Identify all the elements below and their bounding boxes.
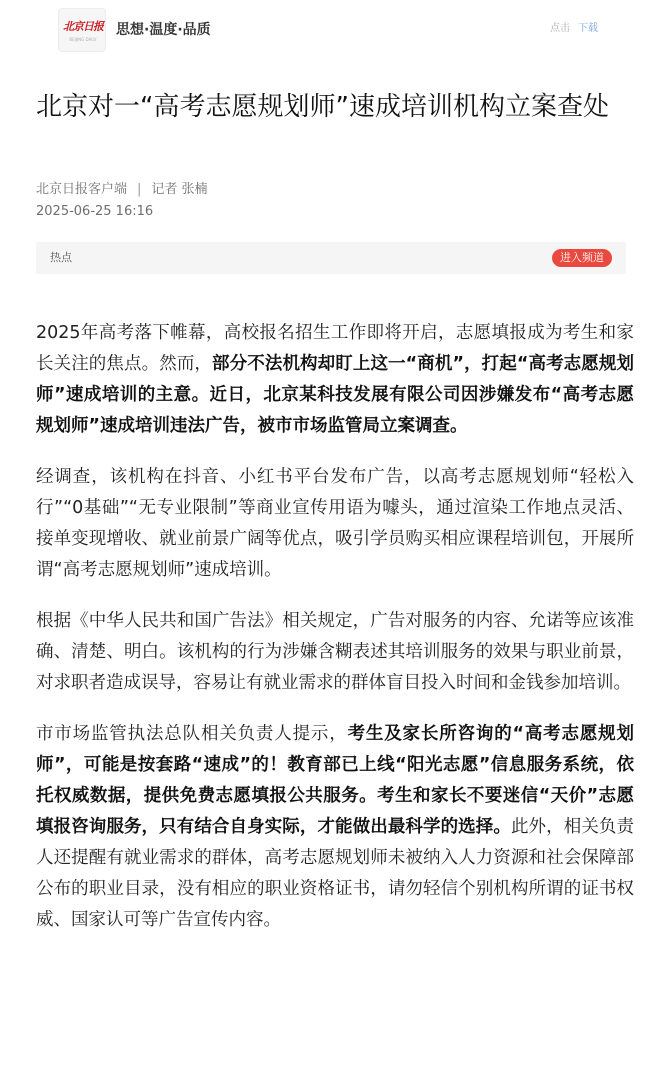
article-datetime: 2025-06-25 16:16 [36, 204, 154, 219]
paragraph-4-tail: 此外，相关负责人还提醒有就业需求的群体，高考志愿规划师未被纳入人力资源和社会保障部公布的职业目录，没有相应的职业资格证书，请勿轻信个别机构所谓的证书权威、国家认可等广告宣传内容。 [36, 817, 634, 930]
channel-label: 热点 [50, 251, 72, 264]
paragraph-2: 经调查，该机构在抖音、小红书平台发布广告，以高考志愿规划师“轻松入行”“0基础”“无专业限制”等商业宣传用语为噱头，通过渲染工作地点灵活、接单变现增收、就业前景广阔等优点，吸引学员购买相应课程培训包，开展所谓“高考志愿规划师”速成培训。 [36, 467, 634, 580]
logo-wordmark: 北京日报 [63, 20, 103, 33]
enter-channel-button[interactable]: 进入频道 [552, 249, 612, 267]
article-reporter: 记者 张楠 [151, 182, 208, 197]
paragraph-1-bold: 部分不法机构却盯上这一“商机”，打起“高考志愿规划师”速成培训的主意。近日，北京某科技发展有限公司因涉嫌发布“高考志愿规划师”速成培训违法广告，被市市场监管局立案调查。 [36, 354, 634, 436]
top-bar [0, 0, 666, 62]
paragraph-4 [36, 719, 634, 936]
brand-slogan: 思想·温度·品质 [116, 22, 211, 38]
article-source: 北京日报客户端 [36, 182, 128, 197]
download-link[interactable]: 下载 [578, 23, 598, 34]
download-prompt[interactable] [550, 21, 598, 37]
article-body [36, 318, 634, 956]
paragraph-4-bold: 考生及家长所咨询的“高考志愿规划师”，可能是按套路“速成”的！教育部已上线“阳光志愿”信息服务系统，依托权威数据，提供免费志愿填报公共服务。考生和家长不要迷信“天价”志愿填报咨询服务，只有结合自身实际，才能做出最科学的选择。 [36, 724, 634, 837]
paragraph-1 [36, 318, 634, 442]
paragraph-1-text: 2025年高考落下帷幕，高校报名招生工作即将开启，志愿填报成为考生和家长关注的焦点。然而， [36, 323, 634, 374]
beijing-daily-logo[interactable] [58, 8, 106, 52]
paragraph-4-text: 市市场监管执法总队相关负责人提示， [36, 724, 348, 744]
channel-bar [36, 242, 626, 274]
logo-subtext: BEIJING DAILY [69, 37, 97, 42]
download-hint: 点击 [550, 23, 570, 34]
article-byline [36, 180, 208, 200]
paragraph-3: 根据《中华人民共和国广告法》相关规定，广告对服务的内容、允诺等应该准确、清楚、明白。该机构的行为涉嫌含糊表述其培训服务的效果与职业前景，对求职者造成误导，容易让有就业需求的群体盲目投入时间和金钱参加培训。 [36, 611, 634, 693]
article-title: 北京对一“高考志愿规划师”速成培训机构立案查处 [36, 92, 609, 122]
byline-separator: | [137, 182, 142, 197]
